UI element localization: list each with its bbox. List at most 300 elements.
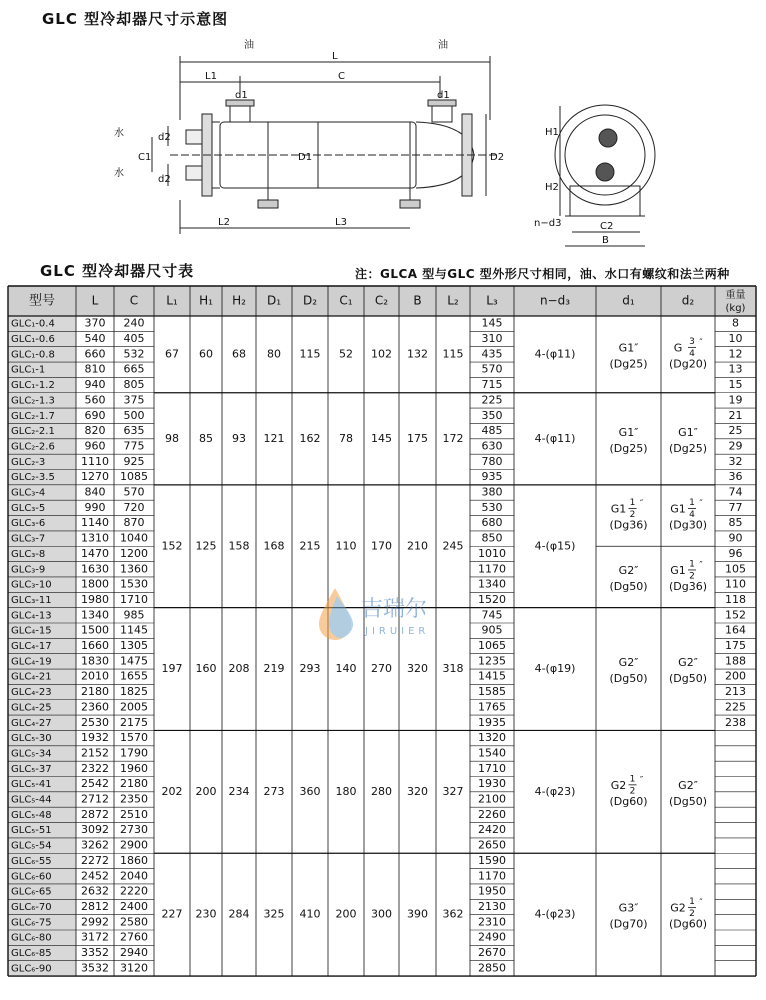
group-d2-main: G1″	[678, 425, 698, 439]
row-weight: 225	[725, 700, 746, 714]
row-L: 1500	[81, 623, 109, 637]
row-L3: 2490	[478, 930, 506, 944]
row-L3: 1320	[478, 731, 506, 745]
row-C: 2730	[120, 823, 148, 837]
row-weight: 175	[725, 639, 746, 653]
row-model: GLC₁-0.6	[11, 334, 55, 346]
row-C: 2220	[120, 884, 148, 898]
group-d1-dg: (Dg50)	[609, 672, 648, 686]
dim-d2-top-label: d2	[158, 132, 171, 143]
row-C: 570	[123, 485, 145, 499]
group-L2: 327	[442, 784, 464, 798]
row-model: GLC₄-25	[11, 702, 52, 714]
group-d2-1-dg: (Dg36)	[668, 579, 708, 593]
row-L: 1830	[81, 654, 109, 668]
row-L: 2712	[81, 792, 109, 806]
group-n-d3: 4-(φ19)	[534, 662, 576, 676]
row-C: 720	[123, 500, 145, 514]
row-weight: 105	[725, 562, 746, 576]
row-model: GLC₃-10	[11, 579, 52, 591]
row-weight: 188	[725, 654, 746, 668]
row-model: GLC₃-7	[11, 533, 46, 545]
row-L3: 2650	[478, 838, 506, 852]
row-weight: 21	[728, 408, 743, 422]
row-L: 1932	[81, 731, 109, 745]
row-L: 1270	[81, 470, 109, 484]
group-L1: 152	[161, 539, 183, 553]
row-L: 1340	[81, 608, 109, 622]
row-L3: 485	[481, 424, 503, 438]
group-d2-dg: (Dg50)	[668, 672, 708, 686]
header-d2: d₂	[681, 293, 695, 308]
row-L: 2452	[81, 869, 109, 883]
dim-L2-label: L2	[218, 217, 230, 228]
row-L3: 310	[481, 332, 503, 346]
row-L: 1980	[81, 592, 109, 606]
row-L3: 1235	[478, 654, 506, 668]
row-L3: 935	[481, 470, 503, 484]
oil-right-label: 油	[438, 40, 448, 51]
row-C: 2400	[120, 899, 148, 913]
group-C2: 170	[371, 539, 392, 553]
row-C: 1710	[120, 592, 148, 606]
row-C: 1085	[120, 470, 148, 484]
group-d1-dg: (Dg60)	[609, 794, 648, 808]
group-d1-main: G3″	[618, 901, 639, 915]
row-C: 1305	[120, 639, 148, 653]
row-L3: 225	[481, 393, 503, 407]
row-L3: 145	[481, 316, 503, 330]
dim-C1-label: C1	[138, 152, 152, 163]
group-d2-0-den: 4	[689, 510, 695, 521]
water-top-label: 水	[114, 128, 124, 139]
group-d2-0-main: G1	[670, 502, 686, 516]
group-H1: 85	[199, 431, 213, 445]
row-model: GLC₆-85	[11, 948, 52, 960]
row-L: 3092	[81, 823, 109, 837]
row-model: GLC₃-8	[11, 548, 46, 560]
group-n-d3: 4-(φ15)	[534, 539, 576, 553]
row-L: 2272	[81, 853, 109, 867]
row-L3: 1950	[478, 884, 506, 898]
row-L3: 1765	[478, 700, 506, 714]
group-B: 390	[407, 907, 428, 921]
row-C: 1145	[120, 623, 148, 637]
row-L3: 1415	[478, 669, 506, 683]
row-L3: 2850	[478, 961, 506, 975]
group-D1: 273	[263, 784, 285, 798]
group-d1-main: G2″	[618, 656, 639, 670]
group-H2: 208	[228, 662, 250, 676]
row-L3: 435	[481, 347, 503, 361]
row-L3: 1010	[478, 546, 506, 560]
group-C2: 145	[371, 431, 392, 445]
group-d1-dg: (Dg25)	[609, 357, 648, 371]
group-D1: 219	[263, 662, 285, 676]
group-n-d3: 4-(φ23)	[534, 784, 576, 798]
row-model: GLC₅-51	[11, 825, 52, 837]
row-L: 660	[84, 347, 106, 361]
group-D2: 215	[299, 539, 321, 553]
row-C: 985	[123, 608, 145, 622]
row-model: GLC₆-60	[11, 871, 52, 883]
dim-B-label: B	[602, 235, 609, 246]
row-L3: 680	[481, 516, 503, 530]
row-L3: 1585	[478, 685, 506, 699]
group-C1: 180	[335, 784, 357, 798]
row-model: GLC₆-80	[11, 932, 52, 944]
header-C2: C₂	[374, 293, 389, 308]
row-weight: 32	[728, 454, 743, 468]
dim-H2-label: H2	[545, 182, 559, 193]
row-model: GLC₃-5	[11, 502, 46, 514]
group-H1: 125	[195, 539, 217, 553]
row-L: 1660	[81, 639, 109, 653]
group-n-d3: 4-(φ11)	[534, 347, 576, 361]
group-d1-dg: (Dg25)	[609, 441, 648, 455]
group-n-d3: 4-(φ23)	[534, 907, 576, 921]
row-C: 1475	[120, 654, 148, 668]
row-C: 805	[123, 378, 145, 392]
group-C1: 110	[335, 539, 357, 553]
row-C: 375	[123, 393, 145, 407]
header-model: 型号	[28, 293, 56, 309]
dim-L3-label: L3	[335, 217, 347, 228]
row-model: GLC₄-13	[11, 610, 52, 622]
row-model: GLC₄-19	[11, 656, 52, 668]
row-C: 775	[123, 439, 145, 453]
row-C: 1655	[120, 669, 148, 683]
row-model: GLC₂-2.1	[11, 426, 55, 438]
row-L: 2632	[81, 884, 109, 898]
row-L3: 2130	[478, 899, 506, 913]
group-D1: 168	[263, 539, 285, 553]
row-model: GLC₅-30	[11, 733, 52, 745]
row-weight: 36	[728, 470, 743, 484]
group-L2: 245	[442, 539, 464, 553]
group-H1: 200	[195, 784, 217, 798]
group-B: 175	[407, 431, 428, 445]
row-model: GLC₃-4	[11, 487, 46, 499]
row-L3: 715	[481, 378, 503, 392]
header-L1: L₁	[166, 293, 178, 308]
row-C: 3120	[120, 961, 148, 975]
group-d2-dg: (Dg25)	[668, 441, 708, 455]
row-weight: 152	[725, 608, 746, 622]
row-weight: 200	[725, 669, 746, 683]
row-model: GLC₁-1.2	[11, 380, 55, 392]
row-L: 3172	[81, 930, 109, 944]
row-weight: 213	[725, 685, 746, 699]
group-C2: 280	[371, 784, 392, 798]
row-model: GLC₄-17	[11, 641, 52, 653]
row-L: 2812	[81, 899, 109, 913]
group-d1-0-inch: ″	[639, 499, 644, 510]
group-C1: 140	[335, 662, 357, 676]
dim-H1-label: H1	[545, 127, 559, 138]
row-L3: 2670	[478, 946, 506, 960]
row-L: 820	[84, 424, 106, 438]
row-L3: 780	[481, 454, 503, 468]
row-L3: 570	[481, 362, 503, 376]
group-d1-1-dg: (Dg50)	[609, 579, 648, 593]
row-L3: 1170	[478, 562, 506, 576]
row-L: 810	[84, 362, 106, 376]
row-L3: 905	[481, 623, 503, 637]
row-L: 2322	[81, 761, 109, 775]
row-L3: 350	[481, 408, 503, 422]
group-d1-main: G2	[610, 778, 627, 792]
row-weight: 118	[725, 592, 746, 606]
row-weight: 164	[725, 623, 746, 637]
row-L3: 2260	[478, 807, 506, 821]
dim-C-label: C	[338, 71, 345, 82]
row-L3: 1340	[478, 577, 506, 591]
group-H1: 230	[195, 907, 217, 921]
row-model: GLC₂-3.5	[11, 472, 55, 484]
group-d2-main: G2″	[678, 778, 698, 792]
group-C1: 52	[339, 347, 353, 361]
group-d2-main: G2″	[678, 656, 698, 670]
group-d1-num: 1	[629, 774, 636, 785]
group-d1-main: G1″	[618, 425, 639, 439]
header-n-d3: n−d₃	[539, 293, 571, 308]
group-B: 132	[407, 347, 428, 361]
row-C: 2040	[120, 869, 148, 883]
row-model: GLC₅-41	[11, 779, 52, 791]
row-L: 540	[84, 332, 106, 346]
row-C: 925	[123, 454, 145, 468]
row-L: 990	[84, 500, 106, 514]
group-B: 320	[407, 784, 428, 798]
row-L3: 530	[481, 500, 503, 514]
group-d2-dg: (Dg20)	[668, 357, 708, 371]
row-weight: 12	[728, 347, 743, 361]
dim-n-d3-label: n−d3	[534, 218, 562, 229]
group-d1-0-main: G1	[610, 502, 627, 516]
group-d2-1-num: 1	[689, 559, 695, 570]
group-H2: 284	[228, 907, 250, 921]
header-C: C	[129, 293, 139, 308]
group-d2-0-num: 1	[689, 498, 695, 509]
row-C: 405	[123, 332, 145, 346]
row-weight: 77	[728, 500, 743, 514]
row-C: 1790	[120, 746, 148, 760]
row-L3: 745	[481, 608, 503, 622]
row-C: 2510	[120, 807, 148, 821]
row-L: 2542	[81, 777, 109, 791]
group-H2: 158	[228, 539, 250, 553]
row-C: 1360	[120, 562, 148, 576]
row-L3: 630	[481, 439, 503, 453]
group-d2-dg: (Dg50)	[668, 794, 708, 808]
row-model: GLC₂-2.6	[11, 441, 55, 453]
row-model: GLC₆-55	[11, 855, 52, 867]
row-C: 2175	[120, 715, 148, 729]
group-L1: 98	[165, 431, 179, 445]
group-d1-1-main: G2″	[618, 563, 639, 577]
row-model: GLC₃-6	[11, 518, 46, 530]
row-model: GLC₅-37	[11, 763, 52, 775]
row-weight: 25	[728, 424, 743, 438]
row-L: 2180	[81, 685, 109, 699]
group-H2: 68	[232, 347, 246, 361]
row-weight: 85	[728, 516, 743, 530]
group-B: 320	[407, 662, 428, 676]
group-d2-num: 3	[689, 336, 695, 347]
group-D2: 115	[299, 347, 321, 361]
row-C: 2350	[120, 792, 148, 806]
group-B: 210	[407, 539, 428, 553]
group-C2: 270	[371, 662, 392, 676]
row-C: 2760	[120, 930, 148, 944]
row-weight: 74	[728, 485, 743, 499]
dim-L-label: L	[332, 51, 338, 62]
row-L3: 1540	[478, 746, 506, 760]
dim-d1-right-label: d1	[437, 90, 450, 101]
header-weight: 重量	[725, 290, 746, 301]
row-L3: 1170	[478, 869, 506, 883]
row-C: 2005	[120, 700, 148, 714]
row-L: 1140	[81, 516, 109, 530]
group-n-d3: 4-(φ11)	[534, 431, 576, 445]
row-C: 1860	[120, 853, 148, 867]
row-L3: 1930	[478, 777, 506, 791]
group-D2: 293	[299, 662, 321, 676]
header-weight-unit: (kg)	[725, 303, 746, 314]
group-d2-main: G	[673, 341, 683, 355]
row-model: GLC₂-1.3	[11, 395, 55, 407]
row-L3: 850	[481, 531, 503, 545]
row-model: GLC₄-27	[11, 717, 52, 729]
row-L: 690	[84, 408, 106, 422]
group-H1: 160	[195, 662, 217, 676]
row-weight: 15	[728, 378, 743, 392]
row-model: GLC₅-34	[11, 748, 52, 760]
header-D1: D₁	[266, 293, 282, 308]
header-D2: D₂	[302, 293, 318, 308]
row-C: 2940	[120, 946, 148, 960]
row-L: 1800	[81, 577, 109, 591]
row-L: 1310	[81, 531, 109, 545]
group-d2-inch: ″	[699, 898, 703, 909]
row-model: GLC₄-23	[11, 687, 52, 699]
group-L2: 362	[442, 907, 464, 921]
row-C: 240	[123, 316, 145, 330]
row-model: GLC₄-15	[11, 625, 52, 637]
row-model: GLC₄-21	[11, 671, 52, 683]
row-L: 1470	[81, 546, 109, 560]
watermark-cn: 吉瑞尔	[361, 597, 428, 622]
row-L: 370	[84, 316, 106, 330]
watermark-en: JIRUIER	[365, 626, 430, 637]
group-L1: 197	[161, 662, 183, 676]
group-L2: 318	[442, 662, 464, 676]
group-d1-0-den: 2	[629, 510, 636, 521]
row-model: GLC₅-54	[11, 840, 52, 852]
group-d2-1-main: G1	[670, 563, 686, 577]
header-B: B	[413, 293, 422, 308]
header-L2: L₂	[447, 293, 459, 308]
row-L: 560	[84, 393, 106, 407]
group-d2-dg: (Dg60)	[668, 917, 708, 931]
row-weight: 13	[728, 362, 743, 376]
row-L3: 2420	[478, 823, 506, 837]
row-model: GLC₁-0.8	[11, 349, 55, 361]
group-d1-inch: ″	[639, 775, 644, 786]
group-H1: 60	[199, 347, 213, 361]
water-bottom-label: 水	[114, 168, 124, 179]
group-d2-den: 4	[689, 348, 695, 359]
row-L: 960	[84, 439, 106, 453]
row-weight: 10	[728, 332, 743, 346]
row-L: 3262	[81, 838, 109, 852]
row-weight: 90	[728, 531, 743, 545]
dim-C2-label: C2	[600, 221, 614, 232]
group-d2-1-inch: ″	[699, 560, 703, 571]
group-d2-inch: ″	[699, 337, 703, 348]
row-L3: 1065	[478, 639, 506, 653]
row-weight: 238	[725, 715, 746, 729]
row-C: 1200	[120, 546, 148, 560]
row-C: 500	[123, 408, 145, 422]
row-weight: 96	[728, 546, 743, 560]
group-C1: 200	[335, 907, 357, 921]
row-C: 635	[123, 424, 145, 438]
group-L1: 67	[165, 347, 179, 361]
header-L3: L₃	[486, 293, 498, 308]
row-C: 2580	[120, 915, 148, 929]
row-model: GLC₁-1	[11, 364, 46, 376]
row-model: GLC₁-0.4	[11, 318, 55, 330]
dim-d2-bottom-label: d2	[158, 174, 171, 185]
group-d1-dg: (Dg70)	[609, 917, 648, 931]
group-L2: 115	[442, 347, 464, 361]
group-d2-0-inch: ″	[699, 499, 703, 510]
row-model: GLC₃-11	[11, 594, 52, 606]
group-L2: 172	[442, 431, 464, 445]
dim-L1-label: L1	[205, 71, 217, 82]
row-model: GLC₅-44	[11, 794, 52, 806]
row-L: 2872	[81, 807, 109, 821]
header-d1: d₁	[622, 293, 635, 308]
row-L: 2360	[81, 700, 109, 714]
group-d1-den: 2	[629, 786, 636, 797]
group-H2: 234	[228, 784, 250, 798]
row-C: 1040	[120, 531, 148, 545]
group-C2: 102	[371, 347, 392, 361]
group-d2-num: 1	[689, 897, 695, 908]
row-L3: 380	[481, 485, 503, 499]
dim-d1-left-label: d1	[235, 90, 248, 101]
group-D2: 162	[299, 431, 321, 445]
row-model: GLC₂-1.7	[11, 410, 55, 422]
group-d2-main: G2	[670, 901, 686, 915]
row-L3: 2100	[478, 792, 506, 806]
row-C: 1960	[120, 761, 148, 775]
group-d1-0-num: 1	[629, 498, 636, 509]
header-H2: H₂	[232, 293, 246, 308]
row-weight: 110	[725, 577, 746, 591]
row-L: 1630	[81, 562, 109, 576]
row-model: GLC₃-9	[11, 564, 46, 576]
row-model: GLC₆-75	[11, 917, 52, 929]
row-L3: 1520	[478, 592, 506, 606]
row-model: GLC₂-3	[11, 456, 46, 468]
group-d1-0-dg: (Dg36)	[609, 518, 648, 532]
row-model: GLC₆-90	[11, 963, 52, 975]
oil-left-label: 油	[244, 40, 254, 51]
